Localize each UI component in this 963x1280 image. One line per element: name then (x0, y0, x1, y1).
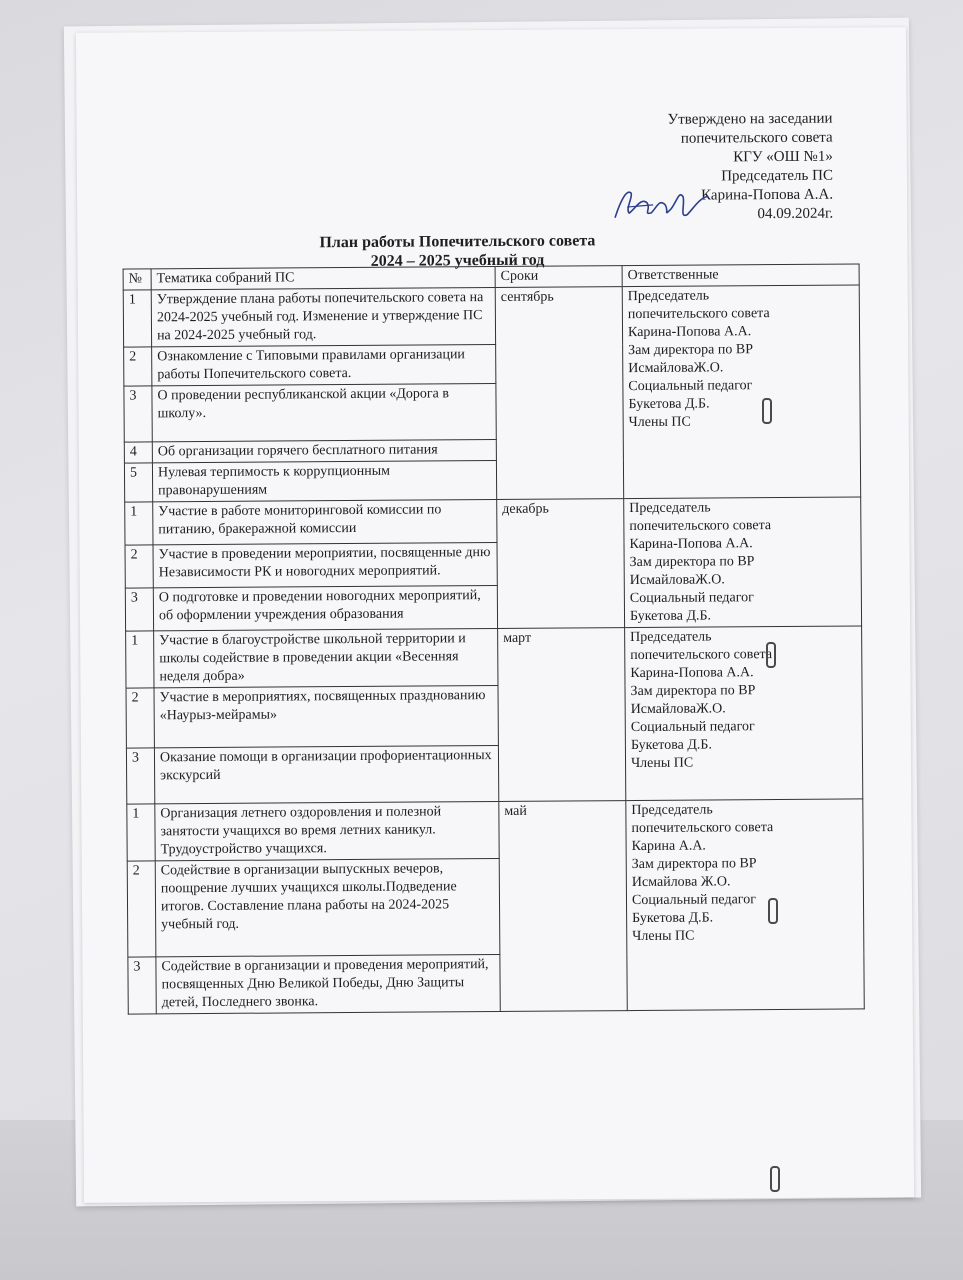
header-number: № (123, 269, 151, 290)
responsible-cell (625, 626, 863, 801)
table-row (127, 799, 863, 861)
approval-line: 04.09.2024г. (757, 205, 834, 223)
row-topic: О проведении республиканской акции «Дорога в школу». (152, 383, 496, 441)
row-number: 3 (128, 957, 156, 1014)
row-number: 2 (126, 688, 154, 748)
row-topic: Организация летнего оздоровления и полезной занятости учащихся во время летних каникул. Трудоустройство учащихся. (155, 801, 499, 860)
header-period: Сроки (495, 266, 622, 288)
responsible-line: Социальный педагог (630, 719, 755, 736)
responsible-cell (624, 497, 862, 628)
responsible-line: Букетова Д.Б. (628, 396, 710, 413)
responsible-line: Социальный педагог (628, 378, 753, 395)
row-number: 2 (124, 347, 152, 386)
header-responsible: Ответственные (622, 264, 859, 287)
row-number: 4 (124, 442, 152, 463)
responsible-line: Социальный педагог (629, 590, 754, 607)
responsible-line: Зам директора по ВР (629, 554, 755, 571)
responsible-line: Карина-Попова А.А. (630, 665, 754, 682)
responsible-line: Букетова Д.Б. (629, 608, 712, 625)
approval-line: Утверждено на заседании (667, 110, 833, 128)
table-row (126, 626, 862, 688)
responsible-line: Карина-Попова А.А. (627, 324, 752, 341)
responsible-cell (622, 285, 860, 499)
responsible-line: попечительского совета (627, 306, 770, 323)
approval-line: Председатель ПС (721, 167, 833, 185)
responsible-line: Карина А.А. (631, 838, 706, 855)
responsible-line: Исмайлова Ж.О. (631, 874, 731, 891)
row-number: 2 (125, 545, 153, 588)
table-row (123, 285, 859, 347)
row-topic: Оказание помощи в организации профориентационных экскурсий (154, 745, 498, 803)
responsible-line: Члены ПС (630, 755, 694, 772)
responsible-line: попечительского совета (630, 647, 773, 664)
responsible-line: Зам директора по ВР (630, 683, 756, 700)
row-number: 1 (123, 290, 151, 347)
header-topic: Тематика собраний ПС (151, 266, 495, 289)
responsible-line: Социальный педагог (631, 892, 756, 909)
responsible-line: Председатель (631, 802, 713, 819)
paper-clip-icon (770, 1166, 780, 1192)
responsible-line: попечительского совета (629, 518, 772, 535)
row-number: 5 (124, 463, 152, 502)
row-topic: Участие в мероприятиях, посвященных празднованию «Наурыз-мейрамы» (154, 685, 498, 747)
row-topic: Содействие в организации выпускных вечеров, поощрение лучших учащихся школы.Подведение итогов. Составление плана работы на 2024-2025 учебный год. (155, 858, 500, 956)
approval-line: попечительского совета (680, 129, 833, 147)
document-page (76, 27, 914, 1203)
row-topic: Нулевая терпимость к коррупционным правонарушениям (152, 460, 496, 501)
row-number: 2 (127, 861, 156, 957)
title-line-2: 2024 – 2025 учебный год (370, 251, 545, 270)
period-cell: декабрь (497, 499, 625, 629)
row-number: 1 (125, 502, 153, 545)
paper-clip-icon (768, 898, 778, 924)
responsible-cell (626, 799, 864, 1011)
row-topic: Участие в работе мониторинговой комиссии по питанию, бракеражной комиссии (153, 499, 497, 544)
work-plan-table (123, 263, 865, 1014)
row-number: 3 (124, 386, 152, 442)
responsible-line: Председатель (627, 288, 710, 305)
period-cell: май (499, 801, 627, 1012)
row-topic: Ознакомление с Типовыми правилами организации работы Попечительского совета. (152, 344, 496, 385)
responsible-line: Зам директора по ВР (628, 342, 754, 359)
row-topic: Утверждение плана работы попечительского совета на 2024-2025 учебный год. Изменение и утверждение ПС на 2024-2025 учебный год. (151, 287, 495, 346)
row-number: 1 (127, 804, 155, 861)
row-number: 1 (126, 631, 154, 688)
responsible-line: Члены ПС (632, 928, 695, 945)
responsible-line: Председатель (630, 629, 712, 646)
table-row (125, 497, 861, 545)
approval-line: Карина-Попова А.А. (701, 186, 834, 204)
period-cell: март (498, 628, 626, 802)
title-line-1: План работы Попечительского совета (319, 232, 596, 252)
row-topic: Содействие в организации и проведения мероприятий, посвященных Дню Великой Победы, Дню Защиты детей, Последнего звонка. (156, 954, 500, 1013)
responsible-line: ИсмайловаЖ.О. (629, 572, 725, 589)
responsible-line: ИсмайловаЖ.О. (630, 701, 726, 718)
approval-line: КГУ «ОШ №1» (733, 148, 833, 166)
responsible-line: Зам директора по ВР (631, 856, 757, 873)
paper-clip-icon (762, 398, 772, 424)
responsible-line: Члены ПС (628, 414, 691, 431)
row-number: 3 (126, 748, 154, 804)
row-topic: Об организации горячего бесплатного питания (152, 439, 496, 462)
responsible-line: ИсмайловаЖ.О. (628, 360, 724, 377)
responsible-line: Карина-Попова А.А. (629, 536, 753, 553)
row-topic: Участие в благоустройстве школьной территории и школы содействие в проведении акции «Весенняя неделя добра» (154, 628, 498, 687)
responsible-line: Букетова Д.Б. (632, 910, 714, 927)
responsible-line: Букетова Д.Б. (630, 737, 712, 754)
handwritten-signature (607, 178, 717, 229)
responsible-line: Председатель (629, 500, 711, 517)
row-topic: О подготовке и проведении новогодних мероприятий, об оформлении учреждения образования (153, 585, 497, 630)
row-number: 3 (125, 588, 153, 631)
period-cell: сентябрь (495, 287, 623, 500)
paper-clip-icon (766, 642, 776, 668)
row-topic: Участие в проведении мероприятии, посвященные дню Независимости РК и новогодних мероприятий. (153, 542, 497, 587)
responsible-line: попечительского совета (631, 820, 774, 837)
